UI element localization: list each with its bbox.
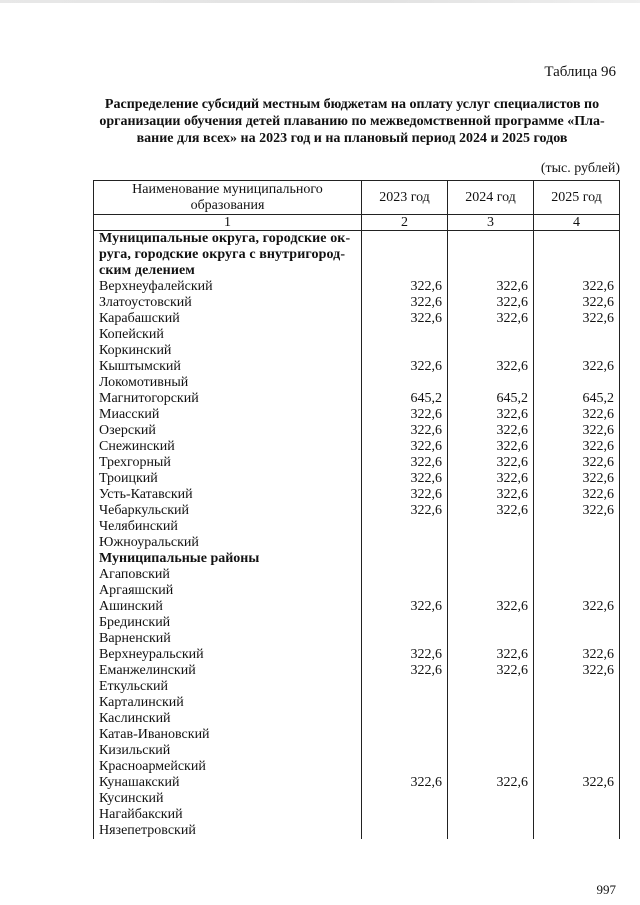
column-number: 3	[448, 215, 534, 231]
value-2025	[534, 583, 620, 599]
table-row	[94, 471, 620, 487]
table-row	[94, 391, 620, 407]
value-2023: 322,6	[362, 599, 448, 615]
value-2023: 322,6	[362, 775, 448, 791]
table-row	[94, 455, 620, 471]
value-2023	[362, 791, 448, 807]
value-2023: 645,2	[362, 391, 448, 407]
table-row	[94, 295, 620, 311]
value-2023	[362, 327, 448, 343]
value-2025: 322,6	[534, 663, 620, 679]
municipality-name: Карталинский	[94, 695, 362, 711]
table-row	[94, 487, 620, 503]
municipality-name: Миасский	[94, 407, 362, 423]
value-2025	[534, 711, 620, 727]
municipality-name: Снежинский	[94, 439, 362, 455]
table-number: Таблица 96	[544, 64, 616, 80]
value-2025	[534, 807, 620, 823]
section-title-districts: Муниципальные районы	[94, 551, 362, 567]
value-2025: 322,6	[534, 503, 620, 519]
value-2023	[362, 807, 448, 823]
value-2023	[362, 615, 448, 631]
value-2025: 645,2	[534, 391, 620, 407]
value-2024	[448, 743, 534, 759]
value-2025	[534, 535, 620, 551]
value-2024: 645,2	[448, 391, 534, 407]
subsidy-table	[93, 180, 620, 839]
municipality-name: Верхнеуральский	[94, 647, 362, 663]
municipality-name: Агаповский	[94, 567, 362, 583]
table-row	[94, 743, 620, 759]
value-2023	[362, 695, 448, 711]
municipality-name: Еманжелинский	[94, 663, 362, 679]
column-number-row	[94, 215, 620, 231]
value-2023	[362, 343, 448, 359]
value-2025	[534, 343, 620, 359]
value-2025	[534, 519, 620, 535]
table-row	[94, 663, 620, 679]
value-2024: 322,6	[448, 439, 534, 455]
value-2025	[534, 727, 620, 743]
value-2023	[362, 679, 448, 695]
municipality-name: Каслинский	[94, 711, 362, 727]
column-number: 2	[362, 215, 448, 231]
value-2024	[448, 679, 534, 695]
municipality-name: Локомотивный	[94, 375, 362, 391]
title-line: вание для всех» на 2023 год и на плановый период 2024 и 2025 годов	[136, 131, 568, 146]
table-row	[94, 279, 620, 295]
value-2025	[534, 823, 620, 839]
value-2024: 322,6	[448, 471, 534, 487]
municipality-name: Южноуральский	[94, 535, 362, 551]
value-2023	[362, 759, 448, 775]
value-2023: 322,6	[362, 663, 448, 679]
value-2025	[534, 327, 620, 343]
value-2024	[448, 631, 534, 647]
value-2025: 322,6	[534, 311, 620, 327]
value-2024	[448, 583, 534, 599]
municipality-name: Трехгорный	[94, 455, 362, 471]
value-2024: 322,6	[448, 423, 534, 439]
value-2023	[362, 711, 448, 727]
value-2025: 322,6	[534, 407, 620, 423]
column-header-2024: 2024 год	[448, 181, 534, 215]
value-2024: 322,6	[448, 599, 534, 615]
value-2024: 322,6	[448, 663, 534, 679]
value-2023: 322,6	[362, 311, 448, 327]
municipality-name: Челябинский	[94, 519, 362, 535]
value-2023: 322,6	[362, 487, 448, 503]
value-2025: 322,6	[534, 279, 620, 295]
value-2024	[448, 519, 534, 535]
value-2025	[534, 743, 620, 759]
municipality-name: Чебаркульский	[94, 503, 362, 519]
value-2025: 322,6	[534, 599, 620, 615]
municipality-name: Красноармейский	[94, 759, 362, 775]
value-2025	[534, 759, 620, 775]
table-row	[94, 407, 620, 423]
municipality-name: Копейский	[94, 327, 362, 343]
value-2023	[362, 375, 448, 391]
table-row	[94, 679, 620, 695]
table-row	[94, 823, 620, 839]
municipality-name: Карабашский	[94, 311, 362, 327]
value-2025	[534, 679, 620, 695]
value-2024: 322,6	[448, 279, 534, 295]
value-2023	[362, 823, 448, 839]
table-row	[94, 343, 620, 359]
value-2024	[448, 327, 534, 343]
value-2025: 322,6	[534, 439, 620, 455]
table-row	[94, 567, 620, 583]
value-2025: 322,6	[534, 295, 620, 311]
value-2023: 322,6	[362, 359, 448, 375]
municipality-name: Магнитогорский	[94, 391, 362, 407]
value-2025	[534, 375, 620, 391]
column-header-2023: 2023 год	[362, 181, 448, 215]
column-number: 4	[534, 215, 620, 231]
table-row	[94, 695, 620, 711]
table-row	[94, 711, 620, 727]
section-title-line: руга, городские округа с внутригород-	[99, 247, 346, 262]
value-2025: 322,6	[534, 455, 620, 471]
value-2023	[362, 727, 448, 743]
value-2025: 322,6	[534, 647, 620, 663]
value-2023	[362, 583, 448, 599]
value-2025	[534, 695, 620, 711]
value-2024	[448, 807, 534, 823]
value-2023	[362, 535, 448, 551]
value-2025	[534, 615, 620, 631]
municipality-name: Брединский	[94, 615, 362, 631]
value-2024	[448, 615, 534, 631]
section-title-line: ским делением	[99, 263, 195, 278]
value-2024: 322,6	[448, 295, 534, 311]
table-row	[94, 807, 620, 823]
value-2024: 322,6	[448, 359, 534, 375]
value-2024: 322,6	[448, 487, 534, 503]
table-row	[94, 327, 620, 343]
table-row	[94, 439, 620, 455]
section-title-line: Муниципальные округа, городские ок-	[99, 231, 351, 246]
scan-edge	[0, 0, 640, 3]
municipality-name: Кусинский	[94, 791, 362, 807]
section-header-row	[94, 551, 620, 567]
section-header-row	[94, 231, 620, 280]
table-row	[94, 727, 620, 743]
value-2025	[534, 567, 620, 583]
value-2024	[448, 823, 534, 839]
value-2023: 322,6	[362, 407, 448, 423]
value-2025: 322,6	[534, 359, 620, 375]
table-row	[94, 775, 620, 791]
value-2024: 322,6	[448, 647, 534, 663]
table-row	[94, 631, 620, 647]
municipality-name: Златоустовский	[94, 295, 362, 311]
value-2023	[362, 519, 448, 535]
value-2023: 322,6	[362, 439, 448, 455]
table-row	[94, 647, 620, 663]
value-2023: 322,6	[362, 295, 448, 311]
value-2024	[448, 711, 534, 727]
municipality-name: Еткульский	[94, 679, 362, 695]
value-2024	[448, 695, 534, 711]
municipality-name: Озерский	[94, 423, 362, 439]
value-2024	[448, 343, 534, 359]
municipality-name: Нагайбакский	[94, 807, 362, 823]
value-2024	[448, 791, 534, 807]
value-2024: 322,6	[448, 407, 534, 423]
table-row	[94, 535, 620, 551]
municipality-name: Кизильский	[94, 743, 362, 759]
municipality-name: Аргаяшский	[94, 583, 362, 599]
header-row	[94, 181, 620, 215]
value-2025	[534, 791, 620, 807]
table-row	[94, 759, 620, 775]
value-2023: 322,6	[362, 423, 448, 439]
value-2024	[448, 375, 534, 391]
value-2024	[448, 535, 534, 551]
municipality-name: Троицкий	[94, 471, 362, 487]
value-2024	[448, 727, 534, 743]
municipality-name: Варненский	[94, 631, 362, 647]
municipality-name: Коркинский	[94, 343, 362, 359]
value-2023	[362, 567, 448, 583]
table-row	[94, 311, 620, 327]
value-2023: 322,6	[362, 455, 448, 471]
value-2024: 322,6	[448, 455, 534, 471]
table-row	[94, 359, 620, 375]
value-2023	[362, 631, 448, 647]
table-row	[94, 791, 620, 807]
value-2023: 322,6	[362, 647, 448, 663]
column-header-name: Наименование муниципального образования	[94, 181, 362, 215]
title-line: Распределение субсидий местным бюджетам на оплату услуг специалистов по	[104, 97, 600, 112]
table-title	[92, 96, 612, 147]
table-row	[94, 503, 620, 519]
value-2025: 322,6	[534, 471, 620, 487]
value-2024: 322,6	[448, 311, 534, 327]
value-2024: 322,6	[448, 503, 534, 519]
value-2023	[362, 743, 448, 759]
value-2025: 322,6	[534, 775, 620, 791]
section-title-urban	[94, 231, 362, 280]
value-2024: 322,6	[448, 775, 534, 791]
value-2024	[448, 759, 534, 775]
table-row	[94, 583, 620, 599]
municipality-name: Ашинский	[94, 599, 362, 615]
table-row	[94, 375, 620, 391]
table-row	[94, 519, 620, 535]
table-row	[94, 423, 620, 439]
municipality-name: Кыштымский	[94, 359, 362, 375]
municipality-name: Нязепетровский	[94, 823, 362, 839]
table-row	[94, 599, 620, 615]
municipality-name: Катав-Ивановский	[94, 727, 362, 743]
page-number: 997	[596, 882, 616, 897]
units-label: (тыс. рублей)	[540, 161, 620, 176]
table-row	[94, 615, 620, 631]
value-2025: 322,6	[534, 487, 620, 503]
municipality-name: Кунашакский	[94, 775, 362, 791]
value-2025: 322,6	[534, 423, 620, 439]
value-2025	[534, 631, 620, 647]
value-2023: 322,6	[362, 279, 448, 295]
title-line: организации обучения детей плаванию по межведомственной программе «Пла-	[99, 114, 605, 129]
value-2023: 322,6	[362, 471, 448, 487]
value-2023: 322,6	[362, 503, 448, 519]
table-body	[94, 231, 620, 840]
value-2024	[448, 567, 534, 583]
column-header-2025: 2025 год	[534, 181, 620, 215]
municipality-name: Усть-Катавский	[94, 487, 362, 503]
municipality-name: Верхнеуфалейский	[94, 279, 362, 295]
column-number: 1	[94, 215, 362, 231]
